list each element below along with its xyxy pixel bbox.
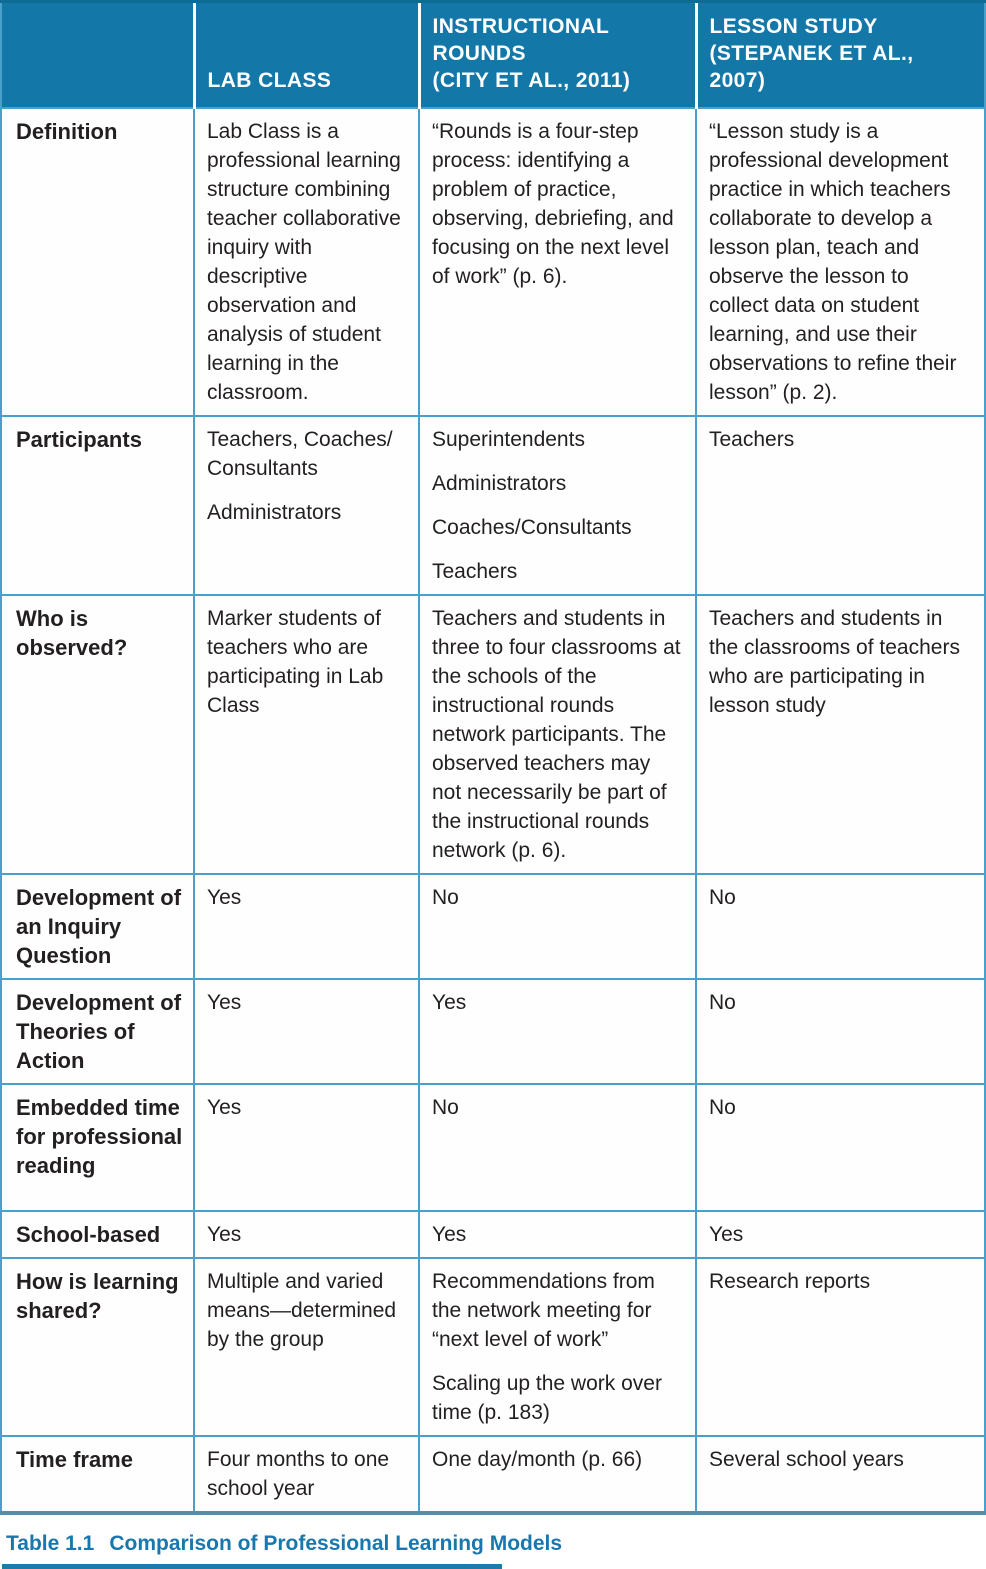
- table-row: [1, 416, 985, 595]
- table-row: [1, 1258, 985, 1436]
- cell-paragraph: Four months to one school year: [207, 1448, 390, 1500]
- body-cell: [194, 979, 419, 1084]
- caption-title: Comparison of Professional Learning Models: [109, 1532, 563, 1555]
- cell-paragraph: Teachers: [432, 560, 518, 583]
- cell-paragraph: Recommendations from the network meeting for “next level of work”: [432, 1270, 655, 1351]
- row-header: Time frame: [1, 1436, 194, 1513]
- table-row: [1, 1084, 985, 1211]
- row-header: Participants: [1, 416, 194, 595]
- body-cell: [194, 416, 419, 595]
- cell-paragraph: Lab Class is a professional learning structure combining teacher collaborative inquiry with descriptive observation and analysis of student learning in the classroom.: [207, 120, 401, 404]
- table-body: [1, 108, 985, 1513]
- cell-paragraph: Teachers: [709, 428, 795, 451]
- cell-paragraph: Yes: [207, 886, 242, 909]
- cell-paragraph: Teachers, Coaches/ Consultants: [207, 428, 393, 480]
- body-cell: [419, 1258, 696, 1436]
- body-cell: [696, 108, 985, 416]
- cell-paragraph: “Rounds is a four-step process: identifying a problem of practice, observing, debriefing, and focusing on the next level of work” (p. 6).: [432, 120, 674, 288]
- cell-paragraph: Teachers and students in the classrooms of teachers who are participating in lesson study: [709, 607, 960, 717]
- body-cell: [194, 1084, 419, 1211]
- table-caption: [6, 1532, 986, 1556]
- cell-paragraph: No: [709, 1096, 736, 1119]
- body-cell: [194, 874, 419, 979]
- cell-paragraph: Administrators: [432, 472, 567, 495]
- body-cell: [419, 108, 696, 416]
- table-row: [1, 1436, 985, 1513]
- body-cell: [419, 1436, 696, 1513]
- cell-paragraph: Superintendents: [432, 428, 585, 451]
- body-cell: [194, 108, 419, 416]
- cell-paragraph: Multiple and varied means—determined by the group: [207, 1270, 397, 1351]
- table-header: [1, 2, 985, 109]
- cell-paragraph: Administrators: [207, 501, 342, 524]
- body-cell: [696, 874, 985, 979]
- column-header: LESSON STUDY (STEPANEK ET AL., 2007): [696, 2, 985, 109]
- body-cell: [696, 1211, 985, 1258]
- cell-paragraph: Scaling up the work over time (p. 183): [432, 1372, 662, 1424]
- cell-paragraph: Marker students of teachers who are participating in Lab Class: [207, 607, 384, 717]
- body-cell: [194, 595, 419, 874]
- body-cell: [419, 1211, 696, 1258]
- cell-paragraph: No: [709, 991, 736, 1014]
- cell-paragraph: Yes: [207, 1096, 242, 1119]
- row-header: Embedded time for professional reading: [1, 1084, 194, 1211]
- cell-paragraph: Teachers and students in three to four classrooms at the schools of the instructional rounds network participants. The observed teachers may not necessarily be part of the instructional rounds network (p. 6).: [432, 607, 681, 862]
- cell-paragraph: Research reports: [709, 1270, 871, 1293]
- table-row: [1, 979, 985, 1084]
- cell-paragraph: One day/month (p. 66): [432, 1448, 643, 1471]
- row-header: School-based: [1, 1211, 194, 1258]
- row-header: How is learning shared?: [1, 1258, 194, 1436]
- cell-paragraph: Yes: [709, 1223, 744, 1246]
- cell-paragraph: No: [709, 886, 736, 909]
- body-cell: [194, 1258, 419, 1436]
- body-cell: [194, 1436, 419, 1513]
- column-header: LAB CLASS: [194, 2, 419, 109]
- cell-paragraph: Yes: [207, 1223, 242, 1246]
- body-cell: [419, 1084, 696, 1211]
- body-cell: [419, 416, 696, 595]
- cell-paragraph: No: [432, 886, 459, 909]
- body-cell: [419, 595, 696, 874]
- table-row: [1, 874, 985, 979]
- row-header: Who is observed?: [1, 595, 194, 874]
- row-header: Development of Theories of Action: [1, 979, 194, 1084]
- body-cell: [419, 979, 696, 1084]
- caption-underline-bar: [2, 1564, 502, 1569]
- header-row: [1, 2, 985, 109]
- table-row: [1, 595, 985, 874]
- row-header: Development of an Inquiry Question: [1, 874, 194, 979]
- cell-paragraph: No: [432, 1096, 459, 1119]
- column-header: INSTRUCTIONAL ROUNDS (CITY ET AL., 2011): [419, 2, 696, 109]
- cell-paragraph: Coaches/Consultants: [432, 516, 632, 539]
- column-header: [1, 2, 194, 109]
- body-cell: [419, 874, 696, 979]
- body-cell: [696, 1436, 985, 1513]
- cell-paragraph: Yes: [207, 991, 242, 1014]
- cell-paragraph: “Lesson study is a professional development practice in which teachers collaborate to develop a lesson plan, teach and observe the lesson to collect data on student learning, and use their observations to refine their lesson” (p. 2).: [709, 120, 957, 404]
- cell-paragraph: Yes: [432, 1223, 467, 1246]
- body-cell: [194, 1211, 419, 1258]
- table-row: [1, 1211, 985, 1258]
- body-cell: [696, 595, 985, 874]
- body-cell: [696, 979, 985, 1084]
- cell-paragraph: Yes: [432, 991, 467, 1014]
- table-row: [1, 108, 985, 416]
- row-header: Definition: [1, 108, 194, 416]
- caption-label: Table 1.1: [6, 1532, 95, 1555]
- body-cell: [696, 416, 985, 595]
- body-cell: [696, 1258, 985, 1436]
- cell-paragraph: Several school years: [709, 1448, 904, 1471]
- body-cell: [696, 1084, 985, 1211]
